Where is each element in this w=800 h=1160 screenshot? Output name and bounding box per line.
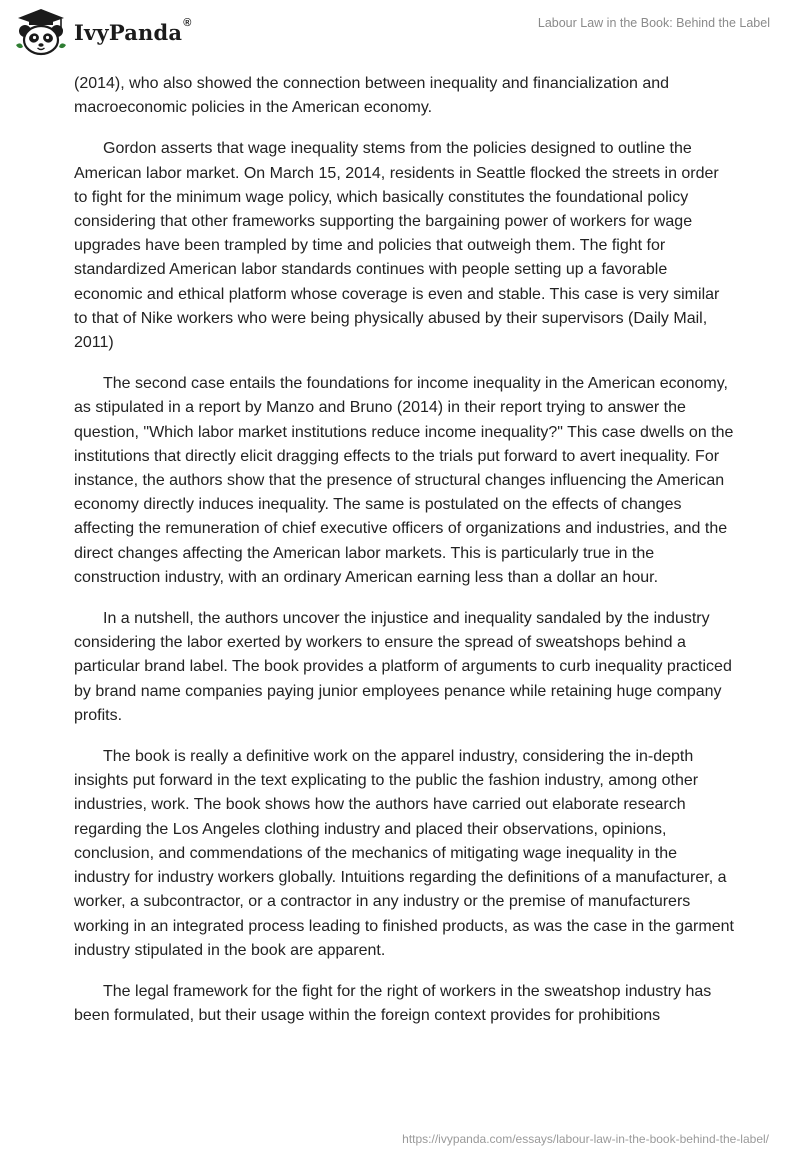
paragraph: The second case entails the foundations for income inequality in the American economy, as stipulated in a report by Manzo and Bruno (2014) in their report trying to answer the question, "Which labor market institutions reduce income inequality?" This case dwells on the institutions that directly elicit dragging effects to the trials put forward to avert inequality. For instance, the authors show that the presence of structural changes influencing the American economy directly induces inequality. The same is postulated on the effects of changes affecting the remuneration of chief executive officers of organizations and industries, and the direct changes affecting the American labor markets. This is particularly true in the construction industry, with an ordinary American earning less than a dollar an hour. [74,375,734,586]
logo-wordmark [74,16,192,45]
paragraph: The legal framework for the fight for the right of workers in the sweatshop industry has been formulated, but their usage within the foreign context provides for prohibitions [74,982,712,1025]
page-header [0,0,800,70]
essay-body [74,72,734,1045]
paragraph: In a nutshell, the authors uncover the injustice and inequality sandaled by the industry considering the labor exerted by workers to ensure the spread of sweatshops behind a particular brand label. The book provides a platform of arguments to curb inequality practiced by brand name companies paying junior employees penance while retaining huge company profits. [74,610,732,724]
ivypanda-logo[interactable] [14,7,192,57]
registered-mark: ® [183,16,192,29]
paragraph: Gordon asserts that wage inequality stems from the policies designed to outline the American labor market. On March 15, 2014, residents in Seattle flocked the streets in order to fight for the minimum wage policy, which basically constitutes the foundational policy considering that other frameworks supporting the bargaining power of workers for wage upgrades have been trampled by time and policies that outweigh them. The fight for standardized American labor standards continues with people setting up a favorable economic and ethical platform whose coverage is even and stable. This case is very similar to that of Nike workers who were being physically abused by their supervisors (Daily Mail, 2011) [74,140,720,352]
panda-graduation-cap-icon [14,7,68,57]
source-url[interactable]: https://ivypanda.com/essays/labour-law-in-the-book-behind-the-label/ [402,1132,769,1146]
logo-text: IvyPanda [74,19,183,45]
document-title: Labour Law in the Book: Behind the Label [537,16,770,30]
paragraph-continuation: (2014), who also showed the connection between inequality and financialization and macroeconomic policies in the American economy. [74,75,670,117]
paragraph: The book is really a definitive work on the apparel industry, considering the in-depth insights put forward in the text explicating to the public the fashion industry, among other industries, work. The book shows how the authors have carried out elaborate research regarding the Los Angeles clothing industry and placed their observations, opinions, conclusion, and commendations of the mechanics of mitigating wage inequality in the industry for industry workers globally. Intuitions regarding the definitions of a manufacturer, a worker, a subcontractor, or a contractor in any industry or the premise of manufacturers working in an integrated process leading to finished products, as was the case in the garment industry stipulated in the book are apparent. [74,748,734,959]
